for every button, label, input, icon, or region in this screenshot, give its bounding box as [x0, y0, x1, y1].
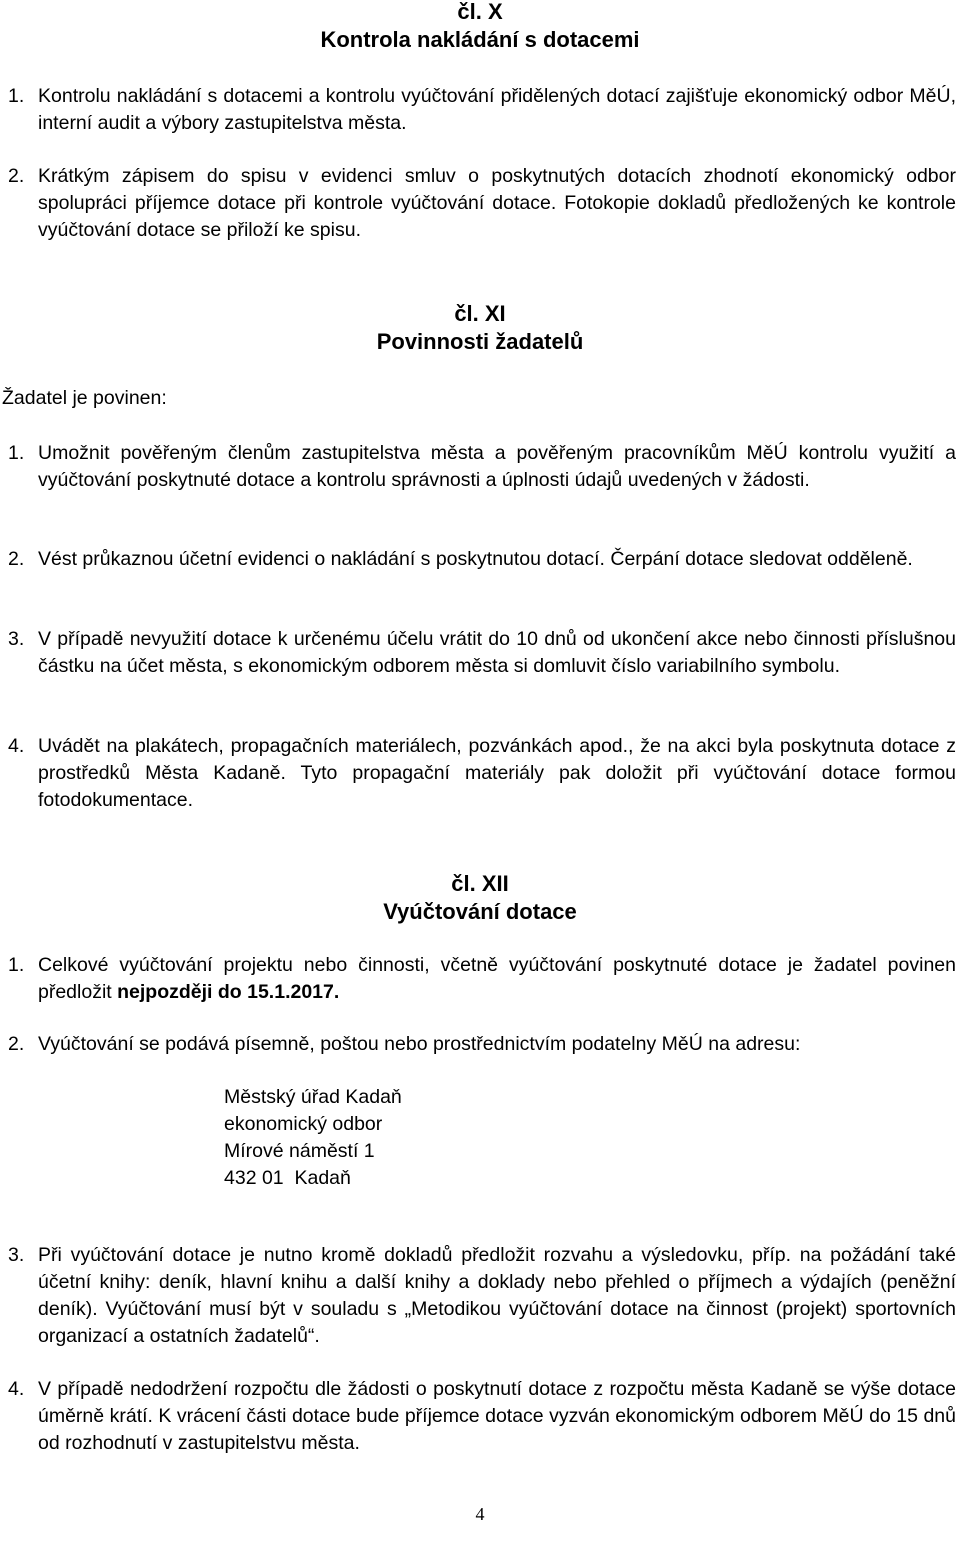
section-xii-number: čl. XII [451, 871, 509, 896]
item-number: 1. [8, 954, 25, 976]
item-number: 1. [8, 442, 25, 464]
item-text: Krátkým zápisem do spisu v evidenci smluv o poskytnutých dotacích zhodnotí ekonomický odbor spolupráci příjemce dotace při kontrole vyúčtování dotace. Fotokopie dokladů předložených ke kontrole vyúčtování dotace se přiloží ke spisu. [38, 165, 956, 241]
section-xi-intro: Žadatel je povinen: [2, 387, 167, 409]
section-xi-item-4 [8, 733, 956, 814]
section-xi-item-1 [8, 440, 956, 494]
address-line-3: Mírové náměstí 1 [224, 1140, 375, 1162]
item-number: 4. [8, 1378, 25, 1400]
item-number: 2. [8, 1033, 25, 1055]
item-number: 3. [8, 1244, 25, 1266]
address-line-2: ekonomický odbor [224, 1113, 383, 1135]
item-text: Kontrolu nakládání s dotacemi a kontrolu vyúčtování přidělených dotací zajišťuje ekonomický odbor MěÚ, interní audit a výbory zastupitelstva města. [38, 85, 956, 134]
item-text-regular: Celkové vyúčtování projektu nebo činnosti, včetně vyúčtování poskytnuté dotace je žadatel povinen předložit [38, 954, 956, 1003]
item-number: 4. [8, 735, 25, 757]
address-line-4: 432 01 Kadaň [224, 1167, 351, 1189]
item-text [38, 952, 956, 1006]
section-xii-title: Vyúčtování dotace [383, 899, 577, 924]
item-number: 3. [8, 628, 25, 650]
address-line-1: Městský úřad Kadaň [224, 1086, 402, 1108]
section-xi-title: Povinnosti žadatelů [376, 329, 584, 354]
item-text: Při vyúčtování dotace je nutno kromě dokladů předložit rozvahu a výsledovku, příp. na požádání také účetní knihy: deník, hlavní knihu a další knihy a doklady nebo přehled o příjmech a výdajích (peněžní deník). Vyúčtování musí být v souladu s „Metodikou vyúčtování dotace na činnost (projekt) sportovních organizací a ostatních žadatelů“. [38, 1244, 956, 1347]
section-x-number: čl. X [457, 0, 503, 24]
item-text: Vyúčtování se podává písemně, poštou nebo prostřednictvím podatelny MěÚ na adresu: [38, 1033, 801, 1055]
section-xii-item-4 [8, 1376, 956, 1457]
section-xii-item-2 [8, 1031, 956, 1058]
deadline-text: nejpozději do 15.1.2017. [117, 981, 340, 1003]
item-text: Umožnit pověřeným členům zastupitelstva města a pověřeným pracovníkům MěÚ kontrolu využití a vyúčtování poskytnuté dotace a kontrolu správnosti a úplnosti údajů uvedených v žádosti. [38, 442, 956, 491]
section-xi-number: čl. XI [454, 301, 506, 326]
section-x-title: Kontrola nakládání s dotacemi [320, 27, 640, 52]
section-xii-item-1 [8, 952, 956, 1006]
section-xi-item-3 [8, 626, 956, 680]
section-x-item-1 [8, 83, 956, 137]
item-number: 2. [8, 165, 25, 187]
item-number: 2. [8, 548, 25, 570]
section-xii-item-3 [8, 1242, 956, 1350]
item-text: V případě nevyužití dotace k určenému účelu vrátit do 10 dnů od ukončení akce nebo činnosti příslušnou částku na účet města, s ekonomickým odborem města si domluvit číslo variabilního symbolu. [38, 628, 956, 677]
item-text: V případě nedodržení rozpočtu dle žádosti o poskytnutí dotace z rozpočtu města Kadaně se výše dotace úměrně krátí. K vrácení části dotace bude příjemce dotace vyzván ekonomickým odborem MěÚ do 15 dnů od rozhodnutí v zastupitelstvu města. [38, 1378, 956, 1454]
item-text: Vést průkaznou účetní evidenci o nakládání s poskytnutou dotací. Čerpání dotace sledovat odděleně. [38, 548, 913, 570]
section-xi-item-2 [8, 546, 956, 573]
section-x-item-2 [8, 163, 956, 244]
item-text: Uvádět na plakátech, propagačních materiálech, pozvánkách apod., že na akci byla poskytnuta dotace z prostředků Města Kadaně. Tyto propagační materiály pak doložit při vyúčtování dotace formou fotodokumentace. [38, 735, 956, 811]
item-number: 1. [8, 85, 25, 107]
page-number: 4 [475, 1504, 485, 1524]
